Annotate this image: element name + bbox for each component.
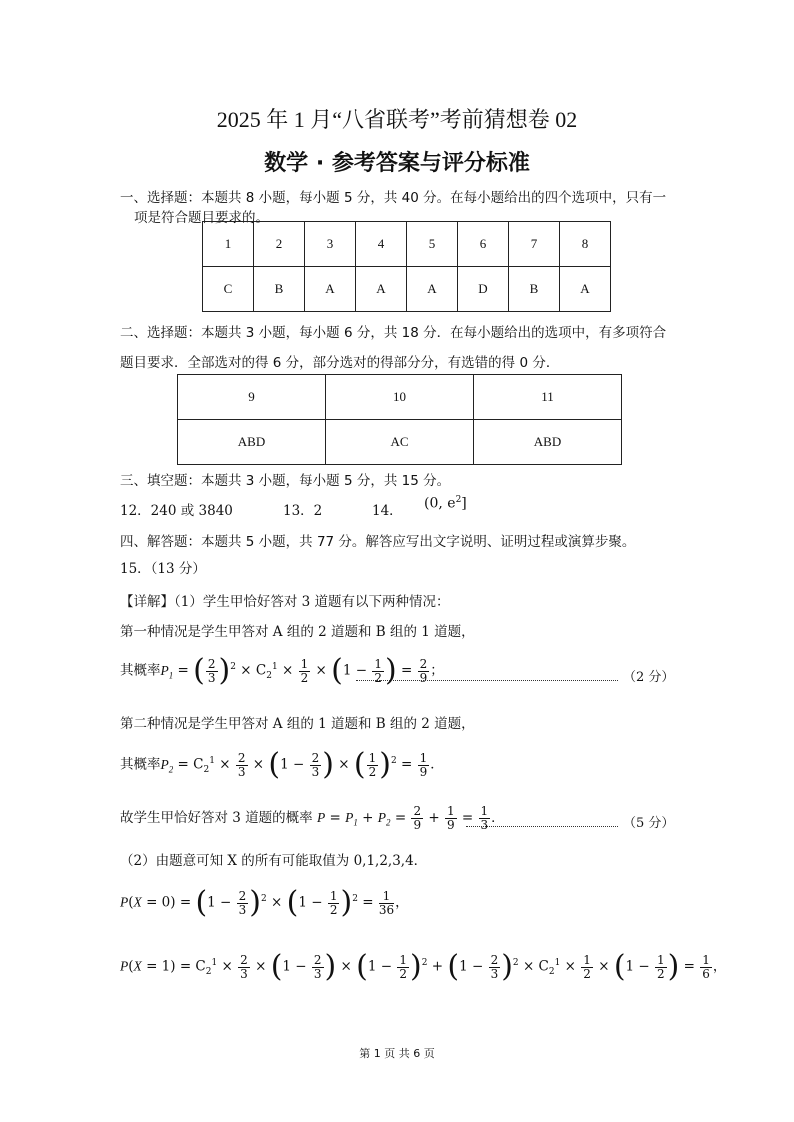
formula-prefix: 故学生甲恰好答对 3 道题的概率 [120,810,313,826]
dot-leader [466,826,618,827]
case-1-text: 第一种情况是学生甲答对 A 组的 2 道题和 B 组的 1 道题， [120,624,475,640]
section2-heading: 二、选择题：本题共 3 小题，每小题 6 分，共 18 分．在每小题给出的选项中，有多项符合 [120,325,667,341]
section1-heading: 一、选择题：本题共 8 小题，每小题 5 分，共 40 分。在每小题给出的四个选项中，只有一 [120,190,667,206]
table-cell: A [407,267,458,312]
formula-total: 故学生甲恰好答对 3 道题的概率 $P = P_1 + P_2$ = $\frac{2}{9}$ + $\frac{1}{9}$ = $\frac{1}{3}$ ． [120,804,505,832]
table-cell: ABD [178,420,326,465]
section4-heading: 四、解答题：本题共 5 小题，共 77 分。解答应写出文字说明、证明过程或演算步聚。 [120,534,636,550]
table-cell: 4 [356,222,407,267]
section2-heading-cont: 题目要求．全部选对的得 6 分，部分选对的得部分分，有选错的得 0 分． [120,355,560,371]
score-2: （2 分） [623,670,675,685]
page-footer: 第 1 页 共 6 页 [359,1047,435,1060]
answer-13: 13．2 [283,503,323,519]
answer-14-label: 14． [372,503,403,519]
detail-intro: 【详解】（1）学生甲恰好答对 3 道题有以下两种情况： [120,594,450,610]
table-cell: 5 [407,222,458,267]
table-cell: B [254,267,305,312]
table-cell: A [305,267,356,312]
section1-heading-cont: 项是符合题目要求的。 [134,210,269,226]
question-15-label: 15．（13 分） [120,561,206,577]
formula-px0: P(X = 0) = (1 − $\frac{2}{3}$ )$^2$ × (1 − $\frac{1}{2}$ )$^2$ = $\frac{1}{36}$ ， [120,885,409,920]
section3-heading: 三、填空题：本题共 3 小题，每小题 5 分，共 15 分。 [120,473,451,489]
answer-14-interval: (0, $e^2$] [424,495,467,512]
formula-prefix: 其概率 [120,662,161,679]
table-cell: A [560,267,611,312]
answer-table-1 [202,221,611,312]
table-cell: 1 [203,222,254,267]
case-2-text: 第二种情况是学生甲答对 A 组的 1 道题和 B 组的 2 道题， [120,716,475,732]
table-cell: AC [326,420,474,465]
formula-p1: 其概率$P_1$ = ( $\frac{2}{3}$ )$^2 \times C_2^1$ × $\frac{1}{2}$ × (1 − $\frac{1}{2}$ ) = $\frac{2}{9}$ ； [120,653,444,688]
formula-px1: $P(X = 1) = C_2^1$ × $\frac{2}{3}$ × (1 − $\frac{2}{3}$ ) × (1 − $\frac{1}{2}$ )$^2$ + (1 − $\frac{2}{3}$ )$^2 \times C_2^1$ × $\frac{1}{2}$ × (1 − $\frac{1}{2}$ ) = $\frac{1}{6}$ ， [120,949,727,984]
table-cell: A [356,267,407,312]
title-line2: 数学 · 参考答案与评分标准 [264,151,530,176]
table-cell: 3 [305,222,356,267]
table-cell: 10 [326,375,474,420]
title-line1: 2025 年 1 月“八省联考”考前猜想卷 02 [216,107,578,132]
formula-prefix: 其概率 [120,756,161,773]
answer-12: 12．240 或 3840 [120,503,233,519]
score-5: （5 分） [623,816,675,831]
table-cell: 6 [458,222,509,267]
part-2-text: （2）由题意可知 X 的所有可能取值为 0,1,2,3,4． [120,853,428,869]
table-cell: B [509,267,560,312]
table-cell: ABD [474,420,622,465]
answer-table-2 [177,374,622,465]
table-cell: 9 [178,375,326,420]
table-cell: 8 [560,222,611,267]
formula-p2: 其概率$P_2 = C_2^1$ × $\frac{2}{3}$ × (1 − $\frac{2}{3}$ ) × ( $\frac{1}{2}$ )$^2$ = $\frac{1}{9}$ ． [120,747,444,782]
dot-leader [356,680,618,681]
table-cell: C [203,267,254,312]
table-cell: 2 [254,222,305,267]
table-cell: 11 [474,375,622,420]
table-cell: 7 [509,222,560,267]
table-cell: D [458,267,509,312]
